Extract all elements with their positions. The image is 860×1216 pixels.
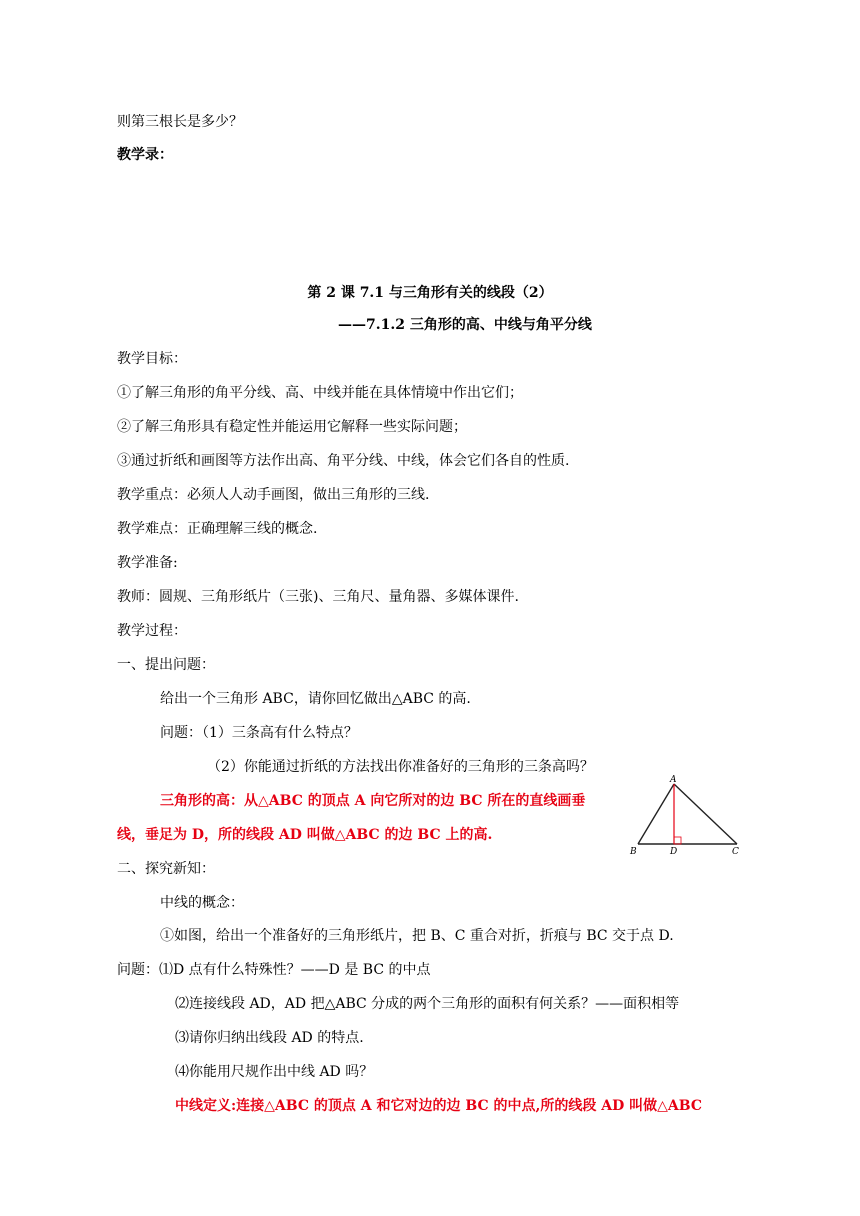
s1-intro: 给出一个三角形 ABC，请你回忆做出△ABC 的高. [160,691,471,707]
vertex-label-c: C [732,847,739,856]
median-question-1: 问题：⑴D 点有什么特殊性？——D 是 BC 的中点 [117,962,431,978]
side-ab [638,784,674,844]
prev-question: 则第三根长是多少？ [117,114,243,130]
goals-label: 教学目标： [117,351,187,367]
right-angle-mark [674,837,681,844]
median-question-4: ⑷你能用尺规作出中线 AD 吗？ [175,1064,374,1080]
vertex-label-a: A [670,775,677,785]
s1-question-1: 问题：（1）三条高有什么特点？ [160,725,358,741]
triangle-altitude-figure [626,774,752,856]
section1-title: 一、提出问题： [117,657,215,673]
median-question-3: ⑶请你归纳出线段 AD 的特点. [175,1030,364,1046]
teaching-record-label: 教学录： [117,147,173,163]
lesson-title: 第 2 课 7.1 与三角形有关的线段（2） [307,285,553,301]
median-step1: ①如图，给出一个准备好的三角形纸片，把 B、C 重合对折，折痕与 BC 交于点 D. [160,928,674,944]
point-label-d: D [670,847,678,856]
goal-item: ③通过折纸和画图等方法作出高、角平分线、中线，体会它们各自的性质. [117,453,570,469]
vertex-label-b: B [630,847,637,856]
goal-item: ②了解三角形具有稳定性并能运用它解释一些实际问题； [117,419,467,435]
lesson-subtitle: ——7.1.2 三角形的高、中线与角平分线 [338,317,592,333]
side-ac [674,784,737,844]
altitude-definition-line2: 线，垂足为 D，所的线段 AD 叫做△ABC 的边 BC 上的高. [117,827,493,843]
goal-item: ①了解三角形的角平分线、高、中线并能在具体情境中作出它们； [117,385,523,401]
teacher-prep: 教师：圆规、三角形纸片（三张)、三角尺、量角器、多媒体课件. [117,589,519,605]
process-label: 教学过程： [117,623,187,639]
median-definition: 中线定义:连接△ABC 的顶点 A 和它对边的边 BC 的中点,所的线段 AD 叫做△ABC [175,1098,702,1114]
median-label: 中线的概念： [160,895,244,911]
median-question-2: ⑵连接线段 AD，AD 把△ABC 分成的两个三角形的面积有何关系？——面积相等 [175,996,680,1012]
prep-label: 教学准备: [117,555,178,571]
section2-title: 二、探究新知： [117,861,215,877]
key-point: 教学重点：必须人人动手画图，做出三角形的三线. [117,487,430,503]
difficulty: 教学难点：正确理解三线的概念. [117,521,318,537]
altitude-definition-line1: 三角形的高：从△ABC 的顶点 A 向它所对的边 BC 所在的直线画垂 [160,793,586,809]
s1-question-2: （2）你能通过折纸的方法找出你准备好的三角形的三条高吗？ [207,759,594,775]
